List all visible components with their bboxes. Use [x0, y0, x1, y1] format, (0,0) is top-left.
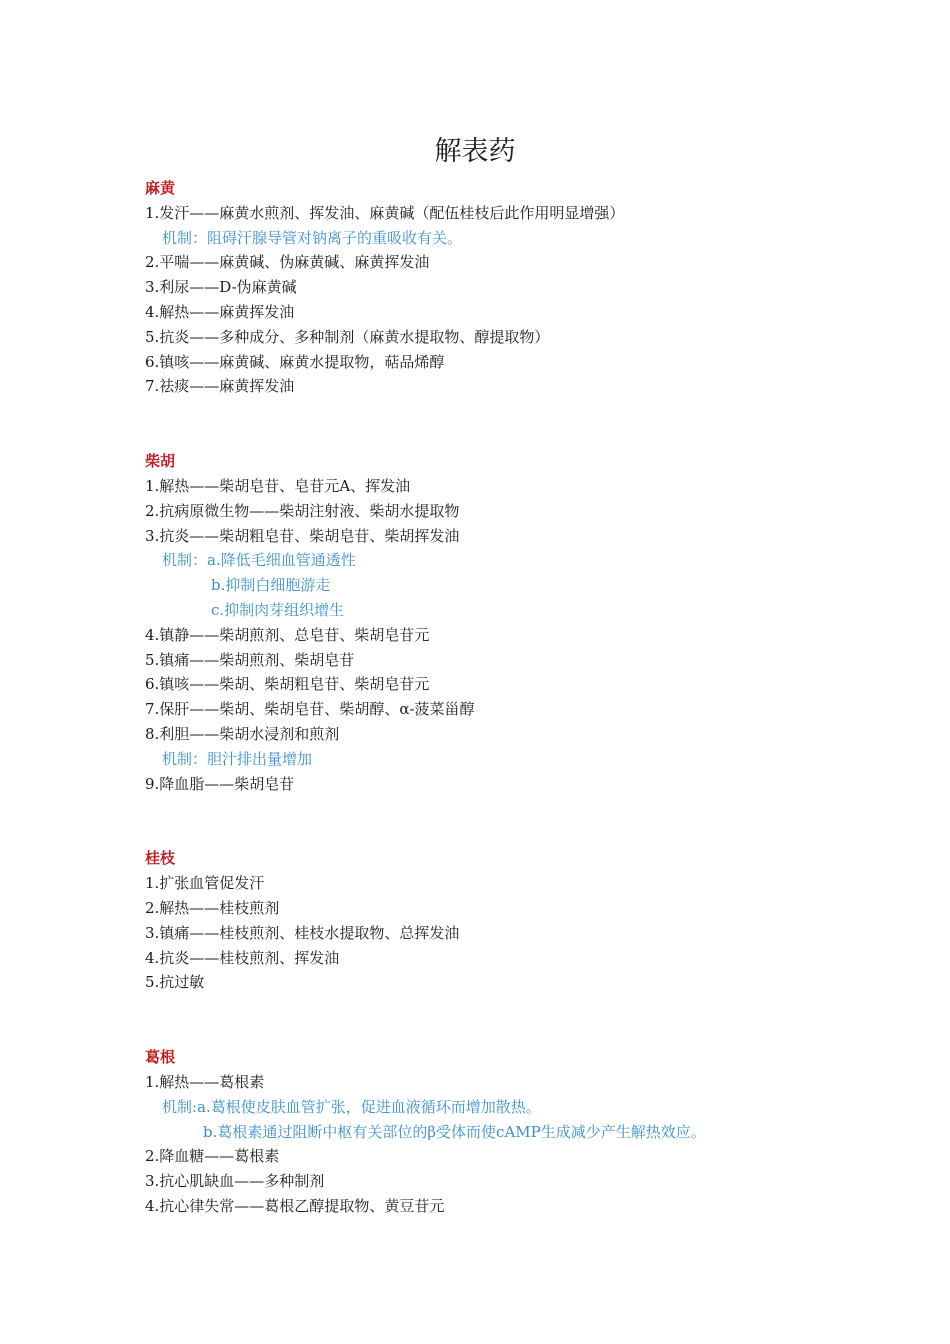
- effect-line: 6.镇咳——柴胡、柴胡粗皂苷、柴胡皂苷元: [145, 675, 430, 694]
- effect-line: 1.扩张血管促发汗: [145, 874, 265, 893]
- effect-line: 6.镇咳——麻黄碱、麻黄水提取物，萜品烯醇: [145, 352, 445, 371]
- effect-line: 2.解热——桂枝煎剂: [145, 898, 280, 917]
- effect-line: 2.降血糖——葛根素: [145, 1147, 280, 1166]
- section-heading: 葛根: [145, 1048, 176, 1067]
- effect-line: 3.镇痛——桂枝煎剂、桂枝水提取物、总挥发油: [145, 923, 460, 942]
- mechanism-line: b.抑制白细胞游走: [211, 576, 331, 595]
- section-gegen: [145, 1045, 845, 1219]
- effect-line: 4.解热——麻黄挥发油: [145, 302, 295, 321]
- mechanism-line: c.抑制肉芽组织增生: [211, 600, 345, 619]
- section-mahuang: [145, 176, 845, 399]
- section-heading: 麻黄: [145, 179, 176, 197]
- section-guizhi: [145, 846, 845, 995]
- effect-line: 3.抗心肌缺血——多种制剂: [145, 1172, 325, 1191]
- effect-line: 5.镇痛——柴胡煎剂、柴胡皂苷: [145, 650, 355, 669]
- mechanism-line: b.葛根素通过阻断中枢有关部位的β受体而使cAMP生成减少产生解热效应。: [203, 1122, 706, 1141]
- effect-line: 2.抗病原微生物——柴胡注射液、柴胡水提取物: [145, 501, 460, 520]
- effect-line: 4.抗心律失常——葛根乙醇提取物、黄豆苷元: [145, 1196, 445, 1215]
- mechanism-line: 机制:a.葛根使皮肤血管扩张，促进血液循环而增加散热。: [162, 1097, 541, 1116]
- mechanism-line: 机制：阻碍汗腺导管对钠离子的重吸收有关。: [162, 228, 463, 247]
- effect-line: 3.利尿——D-伪麻黄碱: [145, 278, 297, 297]
- effect-line: 7.保肝——柴胡、柴胡皂苷、柴胡醇、α-菠菜甾醇: [145, 700, 475, 719]
- section-chaihu: [145, 449, 845, 796]
- effect-line: 1.解热——葛根素: [145, 1072, 265, 1091]
- document-body: [145, 176, 845, 1269]
- effect-line: 3.抗炎——柴胡粗皂苷、柴胡皂苷、柴胡挥发油: [145, 526, 460, 545]
- mechanism-line: 机制：a.降低毛细血管通透性: [162, 551, 356, 570]
- effect-line: 5.抗炎——多种成分、多种制剂（麻黄水提取物、醇提取物）: [145, 327, 550, 346]
- mechanism-line: 机制：胆汁排出量增加: [162, 749, 313, 768]
- section-heading: 桂枝: [145, 849, 176, 868]
- effect-line: 1.解热——柴胡皂苷、皂苷元A、挥发油: [145, 476, 411, 495]
- effect-line: 7.祛痰——麻黄挥发油: [145, 377, 295, 396]
- effect-line: 4.抗炎——桂枝煎剂、挥发油: [145, 948, 340, 967]
- section-heading: 柴胡: [145, 452, 176, 471]
- effect-line: 4.镇静——柴胡煎剂、总皂苷、柴胡皂苷元: [145, 625, 430, 644]
- document-title: 解表药: [434, 136, 516, 167]
- effect-line: 9.降血脂——柴胡皂苷: [145, 774, 295, 793]
- effect-line: 1.发汗——麻黄水煎剂、挥发油、麻黄碱（配伍桂枝后此作用明显增强）: [145, 203, 625, 222]
- effect-line: 2.平喘——麻黄碱、伪麻黄碱、麻黄挥发油: [145, 253, 430, 272]
- effect-line: 5.抗过敏: [145, 973, 205, 992]
- effect-line: 8.利胆——柴胡水浸剂和煎剂: [145, 724, 340, 743]
